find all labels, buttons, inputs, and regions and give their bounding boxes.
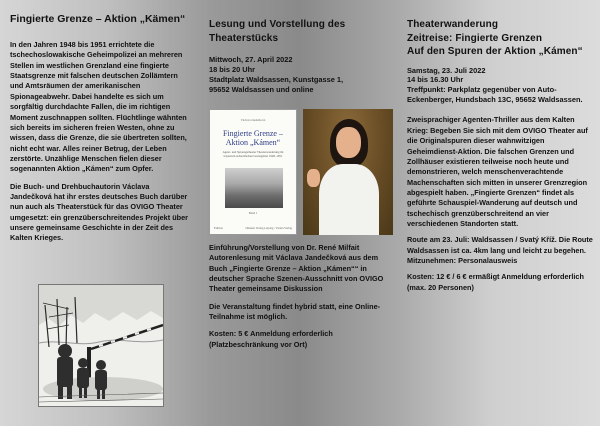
reading-date: Mittwoch, 27. April 2022 — [209, 55, 293, 64]
book-footer-left: Edition — [214, 225, 223, 230]
history-paragraph-1: In den Jahren 1948 bis 1951 errichtete die tschechoslowakische Geheimpolizei an mehreren Stellen im westlichen Grenzland eine fingierte Staatsgrenze mit falschen deutschen Zollämtern und Amtsräumen der amerikanischen Spionageabwehr. Dabei handelte es sich um sorgfältig durchdachte Fallen, die im richtigen Moment zuschnappen sollten. Flüchtlinge wähnten sich bereits im sicheren freien Westen, ohne zu wissen, dass die Grenze, die sie übertreten sollten, nicht echt war. Alles reiner Betrug, der Leben zerstörte. Unzählige Menschen fielen dieser sogenannten Aktion „Kámen“ zum Opfer. — [10, 40, 187, 174]
reading-event-info — [209, 55, 394, 95]
book-footer-right: Ohnnen Verlag Leipzig / Vielen Verlag — [245, 225, 292, 230]
hike-title-line-3: Auf den Spuren der Aktion „Kámen“ — [407, 46, 583, 57]
author-photo — [303, 109, 393, 235]
book-cover — [209, 109, 297, 235]
history-paragraph-2: Die Buch- und Drehbuchautorin Václava Jandečková hat ihr erstes deutsches Buch darüber nun auch als Theaterstück für das OVIGO Theater umgesetzt: ein grenzüberschreitendes Projekt über unsere gemeinsame Geschichte in der Zeit des Kalten Krieges. — [10, 181, 189, 243]
column-history — [0, 0, 200, 251]
hike-route: Route am 23. Juli: Waldsassen / Svatý Kříž. Die Route Waldsassen ist ca. 4km lang und leicht zu begehen. Mitzunehmen: Personalausweis — [407, 235, 593, 266]
hike-title — [407, 18, 594, 59]
border-sketch-illustration — [38, 284, 164, 407]
reading-hybrid-note: Die Veranstaltung findet hybrid statt, eine Online-Teilnahme ist möglich. — [209, 301, 381, 322]
reading-title — [209, 18, 394, 45]
hike-title-line-1: Theaterwanderung — [407, 19, 499, 30]
column-hike — [400, 0, 600, 299]
book-title-line-1: Fingierte Grenze – — [223, 128, 283, 138]
book-subtitle: Agent- und Spionagetheater Theaterwanderung im bayerisch-tschechischen Grenzgebiet 1948–1951 — [222, 149, 284, 158]
book-cover-photo — [225, 168, 283, 208]
reading-cost: Kosten: 5 € Anmeldung erforderlich (Platzbeschränkung vor Ort) — [209, 329, 333, 349]
book-title — [216, 129, 290, 147]
hike-meeting-point: Treffpunkt: Parkplatz gegenüber von Auto-Eckenberger, Hundsbach 13C, 95652 Waldsassen. — [407, 85, 583, 105]
reading-address-line-2: 95652 Waldsassen und online — [209, 84, 314, 94]
hike-date: Samstag, 23. Juli 2022 — [407, 65, 486, 75]
reading-images — [209, 109, 394, 237]
history-title: Fingierte Grenze – Aktion „Kämen“ — [10, 13, 186, 25]
column-reading — [200, 0, 400, 357]
reading-title-line-1: Lesung und Vorstellung des — [209, 19, 346, 30]
reading-program: Einführung/Vorstellung von Dr. René Milfait Autorenlesung mit Václava Jandečková aus dem Buch „Fingierte Grenze – Aktion „Kámen““ in deutscher Sprache Szenen-Ausschnitt von OVIGO Theater gemeinsame Diskussion — [209, 242, 384, 294]
hike-title-line-2: Zeitreise: Fingierte Grenzen — [407, 32, 543, 44]
hike-time: 14 bis 16.30 Uhr — [407, 75, 464, 85]
hike-cost: Kosten: 12 € / 6 € ermäßigt Anmeldung erforderlich (max. 20 Personen) — [407, 272, 584, 292]
book-volume: Band 1 — [248, 210, 258, 215]
border-sketch-drawing — [39, 285, 163, 406]
hike-event-info — [407, 66, 594, 106]
book-author: Václava Jandečková — [240, 117, 266, 122]
reading-title-line-2: Theaterstücks — [209, 32, 279, 44]
hike-description: Zweisprachiger Agenten-Thriller aus dem Kalten Krieg: Begeben Sie sich mit dem OVIGO Theater auf die Originalspuren dieser wahnwitzigen Geheimdienst-Aktion. Die falschen Grenzen und Zollhäuser existieren teilweise noch heute und demonstrieren, welch menschenverachtende Machenschaften sich mitten in unserer Grenzregion abgespielt haben. „Fingierte Grenzen“ findet als geführte Schauspiel-Wanderung auf deutsch und tschechisch grenzüberschreitend an vier verschiedenen Standorten statt. — [407, 115, 588, 229]
reading-address-line-1: Stadtplatz Waldsassen, Kunstgasse 1, — [209, 74, 344, 84]
book-title-line-2: Aktion „Kámen“ — [225, 138, 281, 148]
reading-time: 18 bis 20 Uhr — [209, 64, 256, 74]
